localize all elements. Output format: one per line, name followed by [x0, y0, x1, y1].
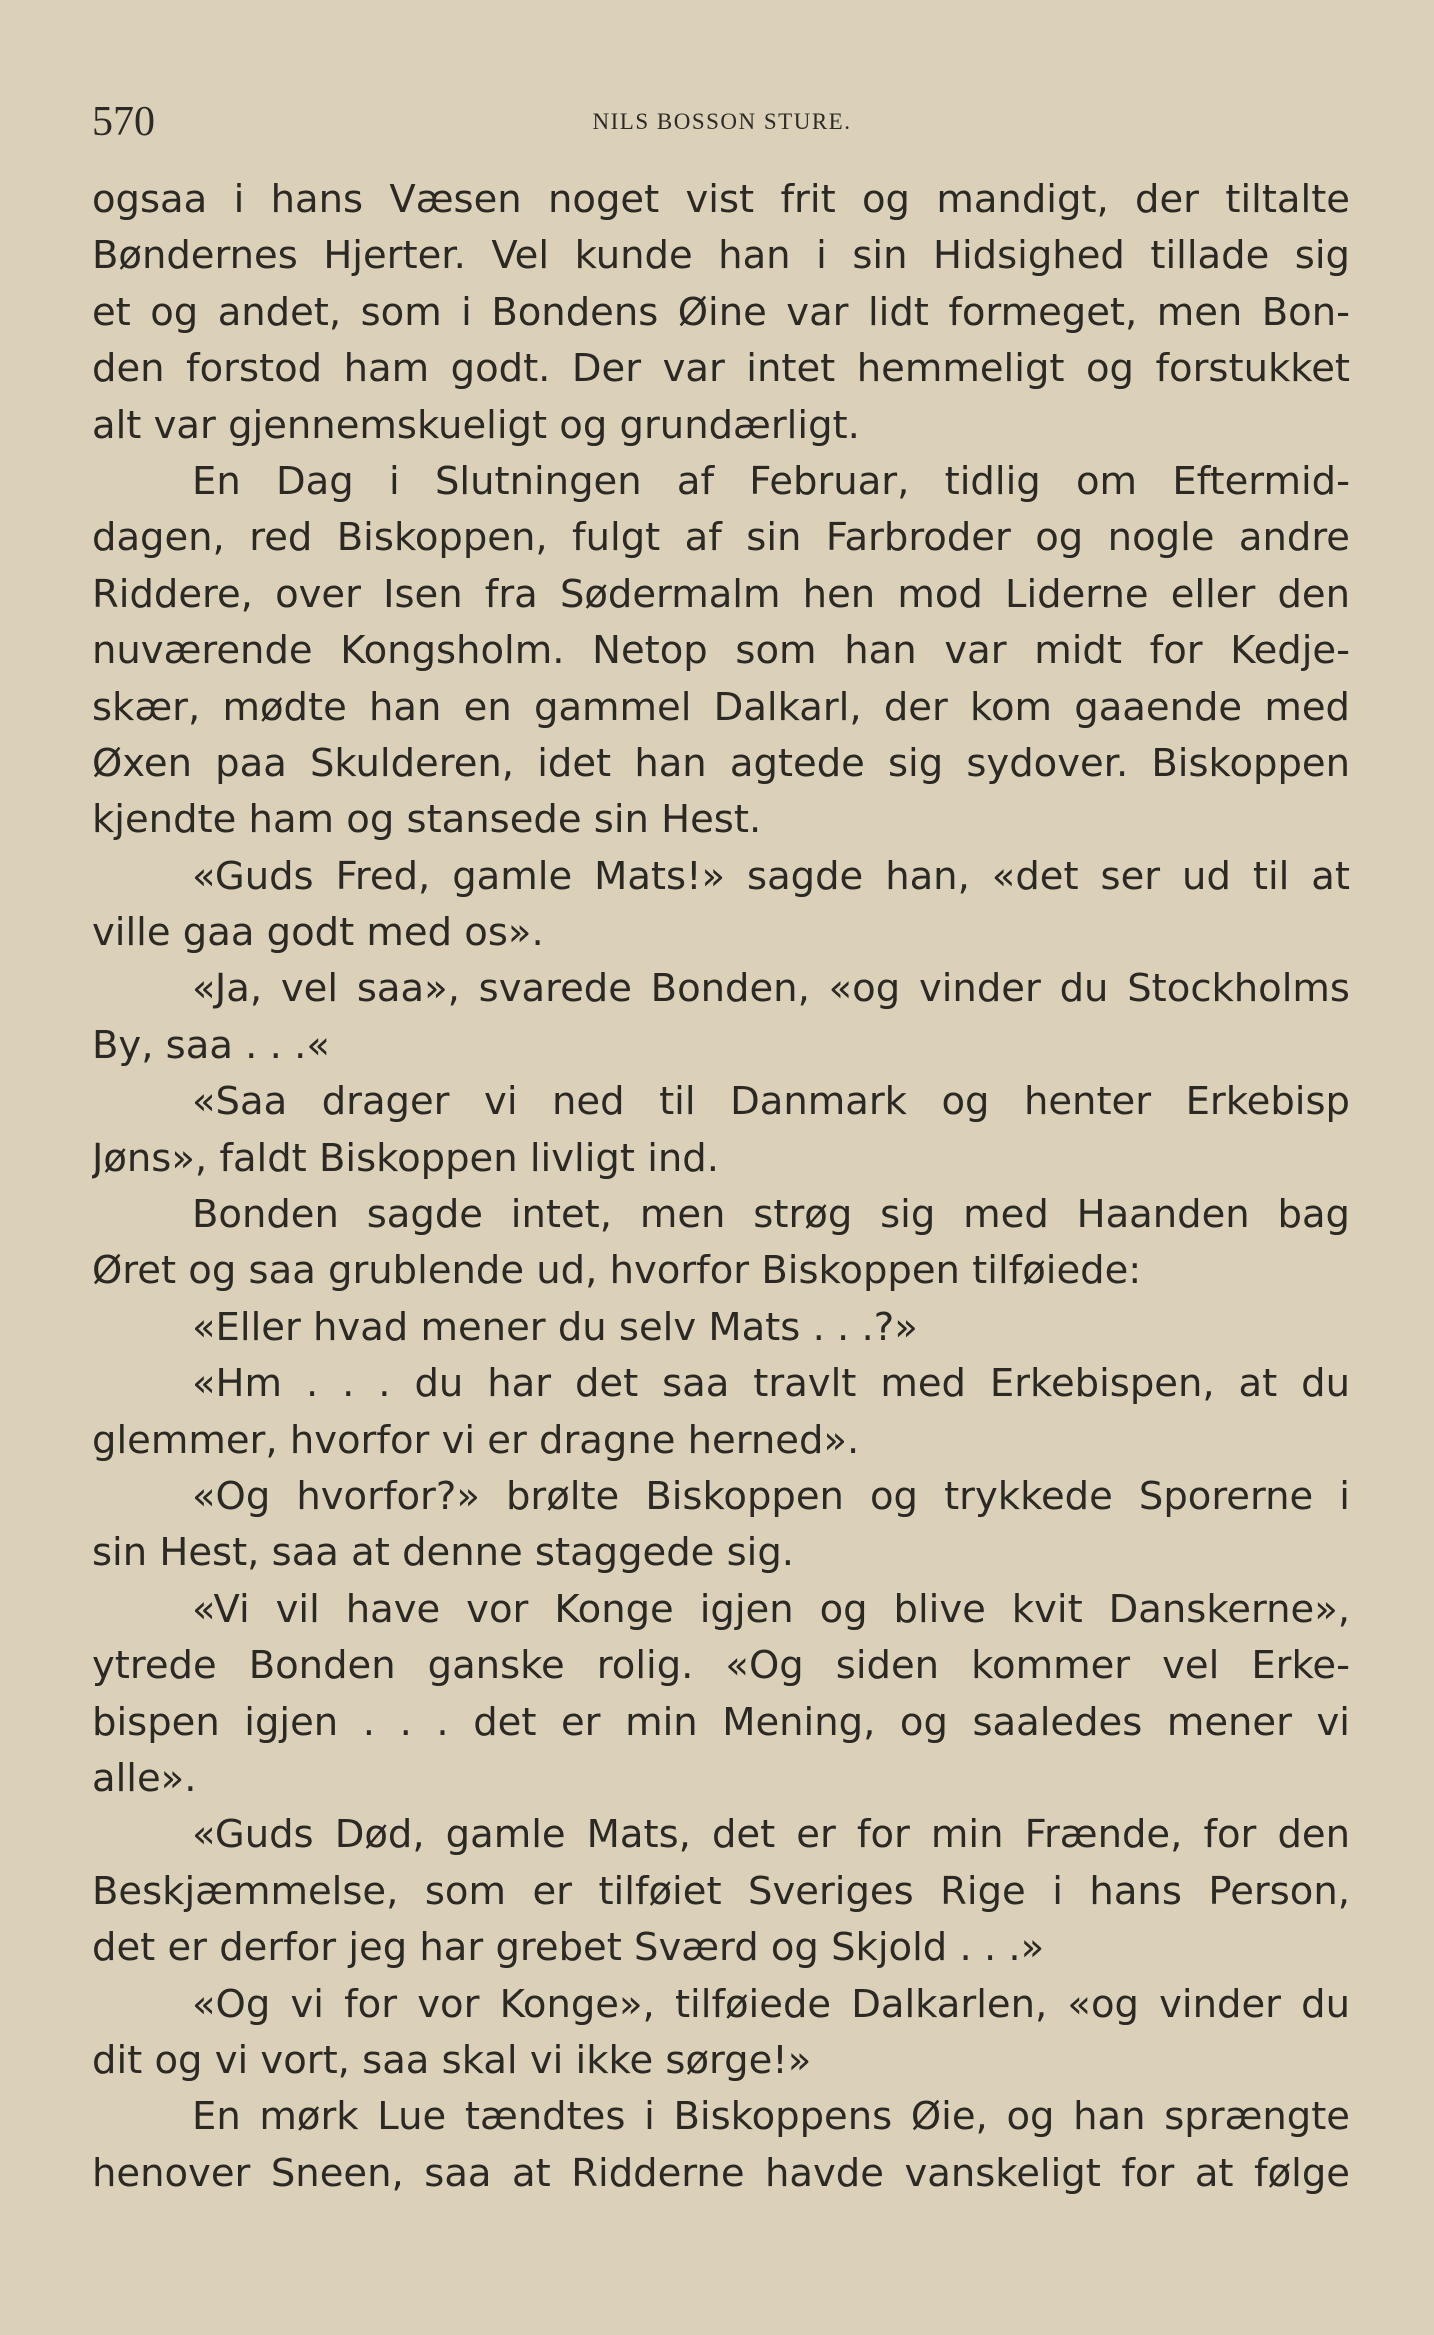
- text-line: ytrede Bonden ganske rolig. «Og siden kommer vel Erke-: [92, 1643, 1350, 1689]
- text-line: En mørk Lue tændtes i Biskoppens Øie, og han sprængte: [192, 2094, 1350, 2140]
- text-line: den forstod ham godt. Der var intet hemmeligt og forstukket: [92, 346, 1350, 392]
- text-line: «Hm . . . du har det saa travlt med Erkebispen, at du: [192, 1361, 1350, 1407]
- text-line: En Dag i Slutningen af Februar, tidlig om Eftermid-: [192, 458, 1350, 504]
- body-text: [92, 172, 1350, 2202]
- text-line: ville gaa godt med os».: [92, 910, 544, 956]
- text-line: kjendte ham og stansede sin Hest.: [92, 797, 762, 843]
- page-number: 570: [92, 99, 155, 145]
- text-line: skær, mødte han en gammel Dalkarl, der kom gaaende med: [92, 684, 1350, 730]
- text-line: Jøns», faldt Biskoppen livligt ind.: [92, 1135, 719, 1181]
- text-line: «Guds Død, gamle Mats, det er for min Frænde, for den: [192, 1812, 1350, 1858]
- text-line: Øret og saa grublende ud, hvorfor Biskoppen tilføiede:: [92, 1248, 1142, 1294]
- text-line: By, saa . . .«: [92, 1022, 330, 1068]
- text-line: alle».: [92, 1755, 197, 1801]
- text-line: henover Sneen, saa at Ridderne havde vanskeligt for at følge: [92, 2150, 1350, 2196]
- text-line: sin Hest, saa at denne staggede sig.: [92, 1530, 795, 1576]
- text-line: «Guds Fred, gamle Mats!» sagde han, «det ser ud til at: [192, 853, 1350, 899]
- text-line: «Saa drager vi ned til Danmark og henter Erkebisp: [192, 1079, 1350, 1125]
- text-line: «Og vi for vor Konge», tilføiede Dalkarlen, «og vinder du: [192, 1981, 1350, 2027]
- text-line: dit og vi vort, saa skal vi ikke sørge!»: [92, 2037, 812, 2083]
- text-line: nuværende Kongsholm. Netop som han var midt for Kedje-: [92, 628, 1350, 674]
- page-header: [92, 92, 1352, 152]
- text-line: et og andet, som i Bondens Øine var lidt formeget, men Bon-: [92, 289, 1350, 335]
- text-line: Beskjæmmelse, som er tilføiet Sveriges Rige i hans Person,: [92, 1868, 1350, 1914]
- text-line: «Vi vil have vor Konge igjen og blive kvit Danskerne»,: [192, 1586, 1350, 1632]
- text-line: det er derfor jeg har grebet Sværd og Skjold . . .»: [92, 1925, 1045, 1971]
- text-line: alt var gjennemskueligt og grundærligt.: [92, 402, 860, 448]
- text-line: «Og hvorfor?» brølte Biskoppen og trykkede Sporerne i: [192, 1473, 1350, 1519]
- text-line: Bøndernes Hjerter. Vel kunde han i sin Hidsighed tillade sig: [92, 233, 1350, 279]
- text-line: dagen, red Biskoppen, fulgt af sin Farbroder og nogle andre: [92, 515, 1350, 561]
- text-line: Riddere, over Isen fra Sødermalm hen mod Liderne eller den: [92, 571, 1350, 617]
- running-head: NILS BOSSON STURE.: [592, 109, 852, 134]
- text-line: ogsaa i hans Væsen noget vist frit og mandigt, der tiltalte: [92, 177, 1350, 222]
- text-line: glemmer, hvorfor vi er dragne herned».: [92, 1417, 860, 1463]
- text-line: «Ja, vel saa», svarede Bonden, «og vinder du Stockholms: [192, 966, 1350, 1012]
- text-line: Bonden sagde intet, men strøg sig med Haanden bag: [192, 1192, 1350, 1238]
- text-line: bispen igjen . . . det er min Mening, og saaledes mener vi: [92, 1699, 1350, 1745]
- text-line: Øxen paa Skulderen, idet han agtede sig sydover. Biskoppen: [92, 740, 1350, 786]
- text-line: «Eller hvad mener du selv Mats . . .?»: [192, 1304, 918, 1350]
